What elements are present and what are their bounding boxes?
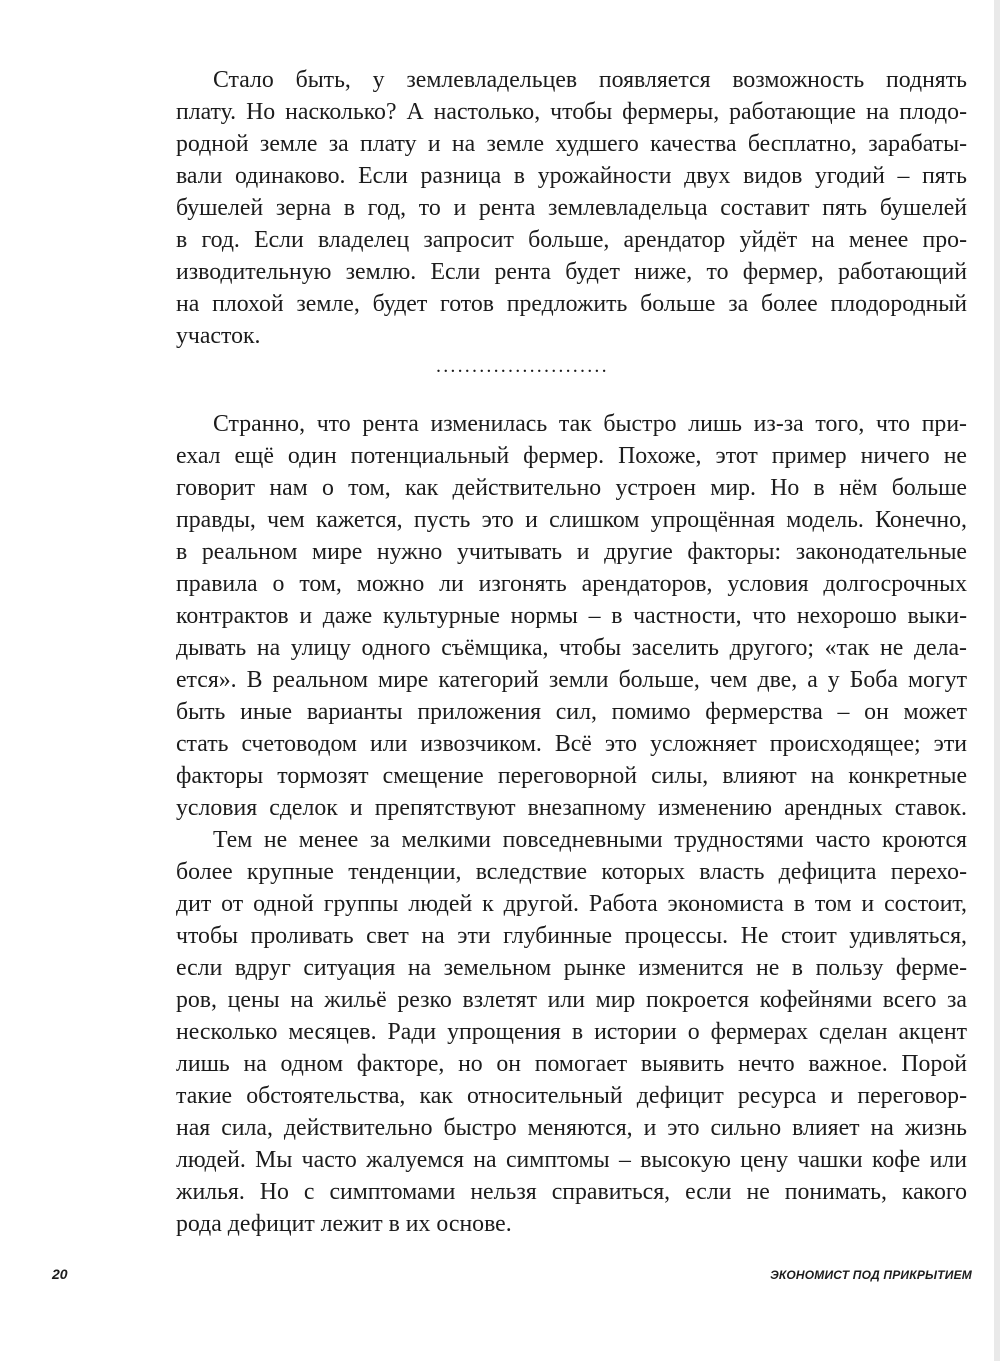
text-line: Тем не менее за мелкими повседневными трудностями часто кроются <box>213 827 967 853</box>
text-line: если вдруг ситуация на земельном рынке изменится не в пользу ферме- <box>176 955 967 981</box>
running-title: ЭКОНОМИСТ ПОД ПРИКРЫТИЕМ <box>770 1268 972 1282</box>
text-line: дит от одной группы людей к другой. Работа экономиста в том и состоит, <box>176 891 967 917</box>
text-line: стать счетоводом или извозчиком. Всё это усложняет происходящее; эти <box>176 731 967 757</box>
text-line: правды, чем кажется, пусть это и слишком упрощённая модель. Конечно, <box>176 507 967 533</box>
text-line: ров, цены на жильё резко взлетят или мир покроется кофейнями всего за <box>176 987 967 1013</box>
text-line: такие обстоятельства, как относительный дефицит ресурса и переговор- <box>176 1083 967 1109</box>
text-line: Странно, что рента изменилась так быстро лишь из-за того, что при- <box>213 411 967 437</box>
text-line: говорит нам о том, как действительно устроен мир. Но в нём больше <box>176 475 967 501</box>
text-line: чтобы проливать свет на эти глубинные процессы. Не стоит удивляться, <box>176 923 967 949</box>
text-line: ная сила, действительно быстро меняются, и это сильно влияет на жизнь <box>176 1115 967 1141</box>
text-line: участок. <box>176 323 261 349</box>
text-line: в реальном мире нужно учитывать и другие факторы: законодательные <box>176 539 967 565</box>
text-line: бушелей зерна в год, то и рента землевладельца составит пять бушелей <box>176 195 967 221</box>
text-line: контрактов и даже культурные нормы – в частности, что нехорошо выки- <box>176 603 967 629</box>
section-separator: ........................ <box>436 355 609 377</box>
text-line: вали одинаково. Если разница в урожайности двух видов угодий – пять <box>176 163 967 189</box>
text-line: быть иные варианты приложения сил, помимо фермерства – он может <box>176 699 967 725</box>
text-line: правила о том, можно ли изгонять арендаторов, условия долгосрочных <box>176 571 967 597</box>
text-line: жилья. Но с симптомами нельзя справиться, если не понимать, какого <box>176 1179 967 1205</box>
text-line: рода дефицит лежит в их основе. <box>176 1211 512 1237</box>
text-line: несколько месяцев. Ради упрощения в истории о фермерах сделан акцент <box>176 1019 967 1045</box>
text-line: изводительную землю. Если рента будет ниже, то фермер, работающий <box>176 259 967 285</box>
text-line: на плохой земле, будет готов предложить больше за более плодородный <box>176 291 967 317</box>
text-line: дывать на улицу одного съёмщика, чтобы заселить другого; «так не дела- <box>176 635 967 661</box>
text-line: родной земле за плату и на земле худшего качества бесплатно, зарабаты- <box>176 131 967 157</box>
text-line: условия сделок и препятствуют внезапному изменению арендных ставок. <box>176 795 967 821</box>
text-line: ется». В реальном мире категорий земли больше, чем две, а у Боба могут <box>176 667 967 693</box>
page-number: 20 <box>52 1266 68 1282</box>
text-line: ехал ещё один потенциальный фермер. Похоже, этот пример ничего не <box>176 443 967 469</box>
text-line: более крупные тенденции, вследствие которых власть дефицита перехо- <box>176 859 967 885</box>
text-line: Стало быть, у землевладельцев появляется возможность поднять <box>213 67 967 93</box>
text-line: факторы тормозят смещение переговорной силы, влияют на конкретные <box>176 763 967 789</box>
page-edge <box>994 0 1000 1361</box>
text-line: в год. Если владелец запросит больше, арендатор уйдёт на менее про- <box>176 227 967 253</box>
text-line: людей. Мы часто жалуемся на симптомы – высокую цену чашки кофе или <box>176 1147 967 1173</box>
text-line: плату. Но насколько? А настолько, чтобы фермеры, работающие на плодо- <box>176 99 967 125</box>
text-line: лишь на одном факторе, но он помогает выявить нечто важное. Порой <box>176 1051 967 1077</box>
